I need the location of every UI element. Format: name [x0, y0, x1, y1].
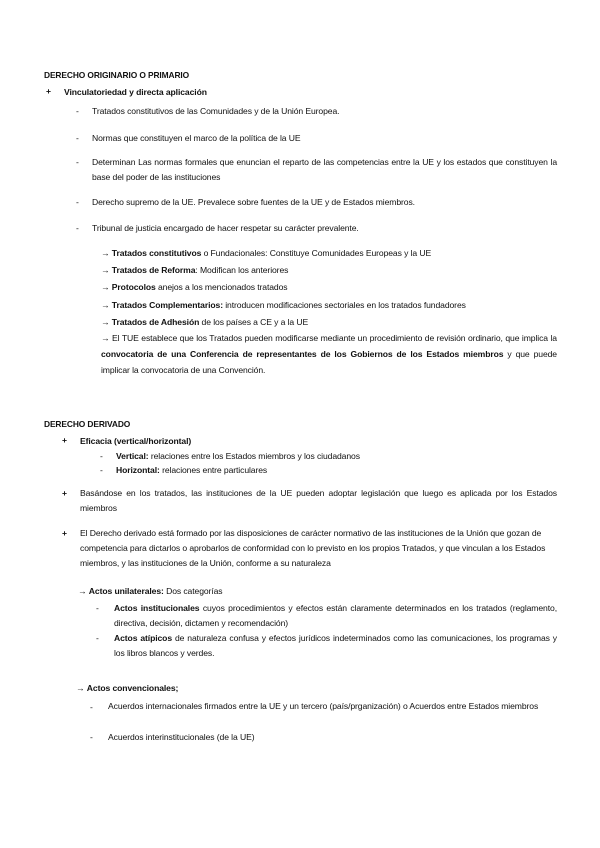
- dash-bullet-icon: -: [76, 197, 79, 207]
- list-item: Vertical: relaciones entre los Estados miembros y los ciudadanos: [116, 451, 360, 461]
- dash-bullet-icon: -: [76, 106, 79, 116]
- actos-unilaterales-label: → Actos unilaterales: Dos categorías: [78, 586, 223, 596]
- list-item: Acuerdos internacionales firmados entre la UE y un tercero (país/prganización) o Acuerdos entre Estados miembros: [108, 701, 539, 711]
- arrow-icon: →: [78, 586, 87, 596]
- list-item: Acuerdos interinstitucionales (de la UE): [108, 732, 255, 742]
- list-item: → Protocolos anejos a los mencionados tratados: [101, 282, 288, 292]
- list-item: Normas que constituyen el marco de la política de la UE: [92, 133, 301, 143]
- dash-bullet-icon: -: [76, 133, 79, 143]
- plus-bullet-icon: +: [46, 86, 51, 96]
- section-heading-originario: DERECHO ORIGINARIO O PRIMARIO: [44, 70, 190, 80]
- vinculatoriedad-label: Vinculatoriedad y directa aplicación: [64, 87, 207, 97]
- list-item: Actos institucionales cuyos procedimientos y efectos están claramente determinados en los tratados (reglamento, directiva, decisión, dictamen y recomendación): [114, 603, 557, 628]
- dash-bullet-icon: -: [76, 223, 79, 233]
- list-item: Actos atípicos de naturaleza confusa y efectos jurídicos indeterminados como las comunicaciones, los programas y los libros blancos y verdes.: [114, 633, 557, 658]
- arrow-icon: →: [101, 317, 110, 327]
- list-item: → Tratados Complementarios: introducen modificaciones sectoriales en los tratados fundadores: [101, 300, 466, 310]
- plus-bullet-icon: +: [62, 488, 67, 498]
- list-item: Determinan Las normas formales que enuncian el reparto de las competencias entre la UE y los estados que constituyen la base del poder de las instituciones: [92, 157, 557, 182]
- dash-bullet-icon: -: [100, 465, 103, 475]
- dash-bullet-icon: -: [96, 603, 99, 613]
- list-item: Derecho supremo de la UE. Prevalece sobre fuentes de la UE y de Estados miembros.: [92, 197, 415, 207]
- arrow-icon: →: [101, 265, 110, 275]
- arrow-icon: →: [101, 282, 110, 292]
- list-item: Horizontal: relaciones entre particulares: [116, 465, 268, 475]
- dash-bullet-icon: -: [90, 732, 93, 742]
- arrow-icon: →: [101, 333, 110, 343]
- list-item: Tribunal de justicia encargado de hacer respetar su carácter prevalente.: [92, 223, 359, 233]
- list-item: → Tratados de Reforma: Modifican los anteriores: [101, 265, 289, 275]
- arrow-icon: →: [101, 248, 110, 258]
- arrow-icon: →: [76, 683, 85, 693]
- plus-bullet-icon: +: [62, 528, 67, 538]
- dash-bullet-icon: -: [76, 157, 79, 167]
- arrow-icon: →: [101, 300, 110, 310]
- section-heading-derivado: DERECHO DERIVADO: [44, 419, 131, 429]
- dash-bullet-icon: -: [96, 633, 99, 643]
- tue-paragraph: → El TUE establece que los Tratados pueden modificarse mediante un procedimiento de revisión ordinario, que implica la convocatoria de una Conferencia de representantes de los Gobiernos de los Estados miembros y que puede implicar la convocatoria de una Convención.: [101, 333, 557, 375]
- dash-bullet-icon: -: [100, 451, 103, 461]
- eficacia-label: Eficacia (vertical/horizontal): [80, 436, 192, 446]
- list-item: → Tratados de Adhesión de los países a CE y a la UE: [101, 317, 309, 327]
- dash-bullet-icon: -: [90, 702, 93, 712]
- derivado-paragraph-2: El Derecho derivado está formado por las disposiciones de carácter normativo de las instituciones de la Unión que gozan de competencia para dictarlos o aprobarlos de conformidad con lo previsto en los propios Tratados, y que vinculan a los Estados miembros, y las instituciones de la Unión, conforme a su naturaleza: [80, 528, 546, 568]
- plus-bullet-icon: +: [62, 435, 67, 445]
- actos-convencionales-label: → Actos convencionales;: [76, 683, 179, 693]
- list-item: → Tratados constitutivos o Fundacionales: Constituye Comunidades Europeas y la UE: [101, 248, 432, 258]
- list-item: Tratados constitutivos de las Comunidades y de la Unión Europea.: [92, 106, 340, 116]
- derivado-paragraph-1: Basándose en los tratados, las instituciones de la UE pueden adoptar legislación que luego es aplicada por los Estados miembros: [80, 488, 557, 513]
